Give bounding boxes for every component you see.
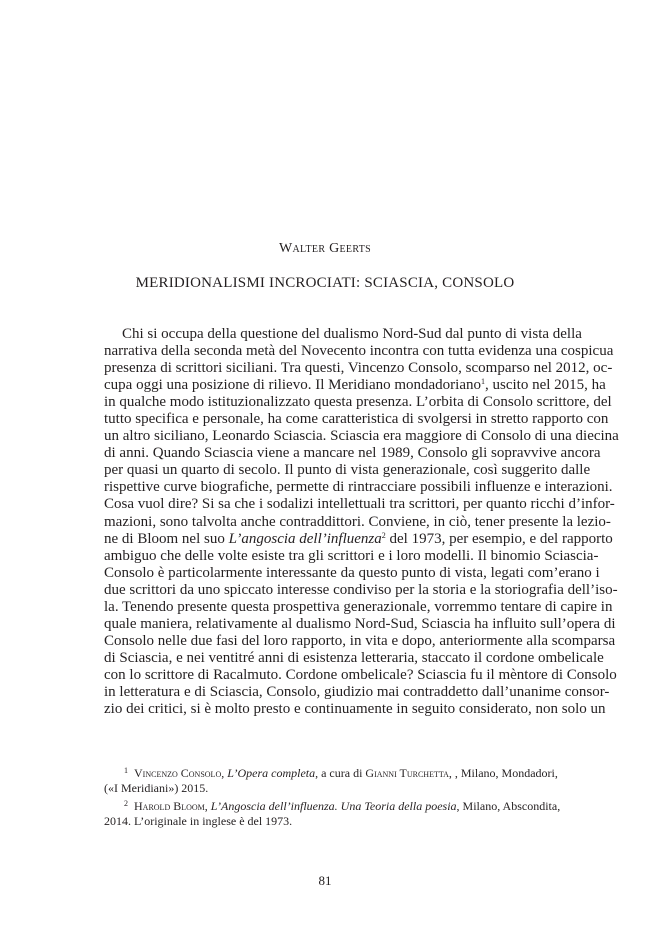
footnote-author: Vincenzo Consolo <box>134 766 222 780</box>
body-line: di Sciascia, e nei ventitré anni di esistenza letteraria, staccato il cordone ombelicale <box>104 649 604 666</box>
footnote-work: L’Opera completa <box>227 766 316 780</box>
body-line: Cosa vuol dire? Si sa che i sodalizi intellettuali tra scrittori, per quanto ricchi d’infor- <box>104 496 615 513</box>
body-line: due scrittori da uno spiccato interesse condiviso per la storia e la storiografia dell’iso- <box>104 581 618 598</box>
body-line: zio dei critici, si è molto presto e continuamente in seguito considerato, non solo un <box>104 701 606 718</box>
page-number: 81 <box>318 873 332 888</box>
footnote-line: («I Meridiani») 2015. <box>104 781 209 795</box>
body-line: in letteratura e di Sciascia, Consolo, giudizio mai contraddetto dall’unanime consor- <box>104 683 610 700</box>
chapter-author: Walter Geerts <box>279 241 371 256</box>
body-line: rispettive curve biografiche, permette di rintracciare possibili influenze e interazioni. <box>104 479 613 496</box>
body-line: ambiguo che delle volte esiste tra gli scrittori e i loro modelli. Il binomio Sciascia- <box>104 547 599 564</box>
footnote-2 <box>104 796 561 829</box>
body-line-text: ne di Bloom nel suo <box>104 530 229 547</box>
footnote-line: 2014. L’originale in inglese è del 1973. <box>104 814 293 828</box>
body-line: Consolo è particolarmente interessante da questo punto di vista, legati com’erano i <box>104 564 600 581</box>
body-line <box>104 377 606 394</box>
body-line: quale maniera, relativamente al dualismo Nord-Sud, Sciascia ha influito sull’opera di <box>104 615 616 632</box>
body-line: mazioni, sono talvolta anche contraddittori. Conviene, in ciò, tener presente la lezio- <box>104 513 611 530</box>
body-line: con lo scrittore di Racalmuto. Cordone ombelicale? Sciascia fu il mèntore di Consolo <box>104 666 617 683</box>
footnote-text: , <box>204 799 211 813</box>
footnote-text: , , Milano, Mondadori, <box>448 766 558 780</box>
chapter-title: MERIDIONALISMI INCROCIATI: SCIASCIA, CONSOLO <box>135 275 515 291</box>
body-text <box>104 326 619 718</box>
footnotes <box>104 763 561 829</box>
footnote-ref: 2 <box>381 530 386 540</box>
footnote-author: Harold Bloom <box>134 799 205 813</box>
body-line: Chi si occupa della questione del dualismo Nord-Sud dal punto di vista della <box>122 326 582 342</box>
book-title-italic: L’angoscia dell’influenza <box>228 530 382 547</box>
body-line: presenza di scrittori siciliani. Tra questi, Vincenzo Consolo, scomparso nel 2012, oc- <box>104 360 613 377</box>
body-line-text: , uscito nel 2015, ha <box>485 377 606 394</box>
body-line: tutto specifica e personale, ha come caratteristica di svolgersi in stretto rapporto con <box>104 411 609 428</box>
body-line: narrativa della seconda metà del Novecento incontra con tutta evidenza una cospicua <box>104 343 614 360</box>
body-line-text: del 1973, per esempio, e del rapporto <box>385 530 613 547</box>
body-line-text: cupa oggi una posizione di rilievo. Il Meridiano mondadoriano <box>104 377 481 394</box>
footnote-text: , a cura di <box>315 766 366 780</box>
body-line: in qualche modo istituzionalizzato questa presenza. L’orbita di Consolo scrittore, del <box>104 394 612 411</box>
footnote-1 <box>104 763 558 796</box>
footnote-number: 2 <box>124 799 128 808</box>
footnote-number: 1 <box>124 766 128 775</box>
body-line: la. Tenendo presente questa prospettiva generazionale, vorremmo tentare di capire in <box>104 598 613 615</box>
body-line: Consolo nelle due fasi del loro rapporto, in vita e dopo, anteriormente alla scomparsa <box>104 632 616 649</box>
footnote-editor: Gianni Turchetta <box>365 766 449 780</box>
footnote-text: , Milano, Abscondita, <box>456 799 561 813</box>
footnote-line <box>104 763 558 781</box>
body-line: di anni. Quando Sciascia viene a mancare nel 1989, Consolo gli sopravvive ancora <box>104 445 601 462</box>
footnote-ref: 1 <box>481 377 485 387</box>
footnote-line <box>104 796 561 814</box>
body-line <box>104 530 613 548</box>
footnote-text: , <box>221 766 228 780</box>
body-line: per quasi un quarto di secolo. Il punto di vista generazionale, così suggerito dalle <box>104 462 591 479</box>
footnote-work: L’Angoscia dell’influenza. Una Teoria della poesia <box>210 799 457 813</box>
body-line: un altro siciliano, Leonardo Sciascia. Sciascia era maggiore di Consolo di una diecina <box>104 428 619 445</box>
